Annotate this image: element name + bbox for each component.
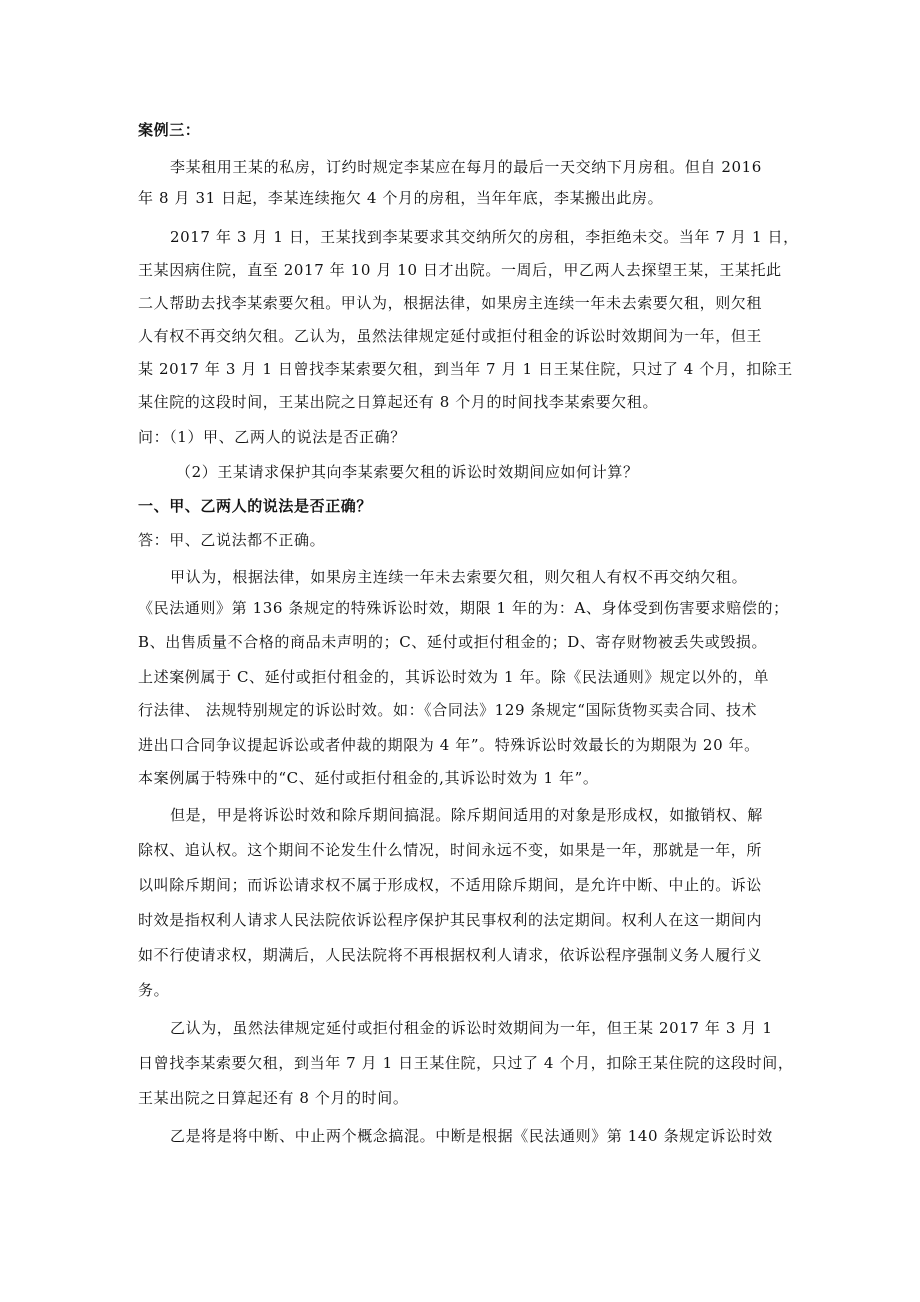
paragraph-line: 但是，甲是将诉讼时效和除斥期间搞混。除斥期间适用的对象是形成权，如撤销权、解 <box>170 806 763 824</box>
paragraph-line: 务。 <box>138 981 170 999</box>
question-1: 问：（1）甲、乙两人的说法是否正确？ <box>138 428 406 446</box>
paragraph-line: 李某租用王某的私房，订约时规定李某应在每月的最后一天交纳下月房租。但自 2016 <box>170 158 762 176</box>
paragraph-line: 日曾找李某索要欠租，到当年 7 月 1 日王某住院，只过了 4 个月，扣除王某住院的这段时间， <box>138 1054 794 1072</box>
paragraph-line: 2017 年 3 月 1 日，王某找到李某要求其交纳所欠的房租，李拒绝未交。当年 7 月 1 日， <box>170 228 799 246</box>
paragraph-line: 除权、追认权。这个期间不论发生什么情况，时间永远不变，如果是一年，那就是一年，所 <box>138 841 763 859</box>
paragraph-line: 时效是指权利人请求人民法院依诉讼程序保护其民事权利的法定期间。权利人在这一期间内 <box>138 911 763 929</box>
paragraph-line: 以叫除斥期间；而诉讼请求权不属于形成权，不适用除斥期间，是允许中断、中止的。诉讼 <box>138 876 763 894</box>
paragraph-line: 行法律、 法规特别规定的诉讼时效。如：《合同法》129 条规定“国际货物买卖合同、技术 <box>138 701 758 719</box>
paragraph-line: 二人帮助去找李某索要欠租。甲认为，根据法律，如果房主连续一年未去索要欠租，则欠租 <box>138 294 763 312</box>
paragraph-line: 王某因病住院，直至 2017 年 10 月 10 日才出院。一周后，甲乙两人去探望王某，王某托此 <box>138 261 782 279</box>
paragraph-line: 《民法通则》第 136 条规定的特殊诉讼时效，期限 1 年的为：A、身体受到伤害要求赔偿的； <box>138 599 789 617</box>
paragraph-line: 王某出院之日算起还有 8 个月的时间。 <box>138 1089 409 1107</box>
section-heading: 一、甲、乙两人的说法是否正确？ <box>138 497 373 515</box>
paragraph-line: 甲认为，根据法律，如果房主连续一年未去索要欠租，则欠租人有权不再交纳欠租。 <box>170 568 748 586</box>
paragraph-line: 人有权不再交纳欠租。乙认为，虽然法律规定延付或拒付租金的诉讼时效期间为一年，但王 <box>138 327 763 345</box>
question-2: （2）王某请求保护其向李某索要欠租的诉讼时效期间应如何计算？ <box>176 463 639 481</box>
paragraph-line: B、出售质量不合格的商品未声明的；C、延付或拒付租金的；D、寄存财物被丢失或毁损。 <box>138 633 768 651</box>
paragraph-line: 乙是将是将中断、中止两个概念搞混。中断是根据《民法通则》第 140 条规定诉讼时效 <box>170 1127 773 1145</box>
answer-line: 答：甲、乙说法都不正确。 <box>138 531 326 549</box>
paragraph-line: 如不行使请求权，期满后，人民法院将不再根据权利人请求，依诉讼程序强制义务人履行义 <box>138 946 763 964</box>
paragraph-line: 进出口合同争议提起诉讼或者仲裁的期限为 4 年”。特殊诉讼时效最长的为期限为 20 年。 <box>138 736 760 754</box>
paragraph-line: 乙认为，虽然法律规定延付或拒付租金的诉讼时效期间为一年，但王某 2017 年 3 月 1 <box>170 1019 773 1037</box>
case-heading: 案例三： <box>138 121 201 139</box>
paragraph-line: 上述案例属于 C、延付或拒付租金的，其诉讼时效为 1 年。除《民法通则》规定以外的，单 <box>138 668 770 686</box>
paragraph-line: 某 2017 年 3 月 1 日曾找李某索要欠租，到当年 7 月 1 日王某住院，只过了 4 个月，扣除王 <box>138 360 793 378</box>
paragraph-line: 某住院的这段时间，王某出院之日算起还有 8 个月的时间找李某索要欠租。 <box>138 393 659 411</box>
paragraph-line: 本案例属于特殊中的“C、延付或拒付租金的,其诉讼时效为 1 年”。 <box>138 769 599 787</box>
paragraph-line: 年 8 月 31 日起，李某连续拖欠 4 个月的房租，当年年底，李某搬出此房。 <box>138 189 664 207</box>
